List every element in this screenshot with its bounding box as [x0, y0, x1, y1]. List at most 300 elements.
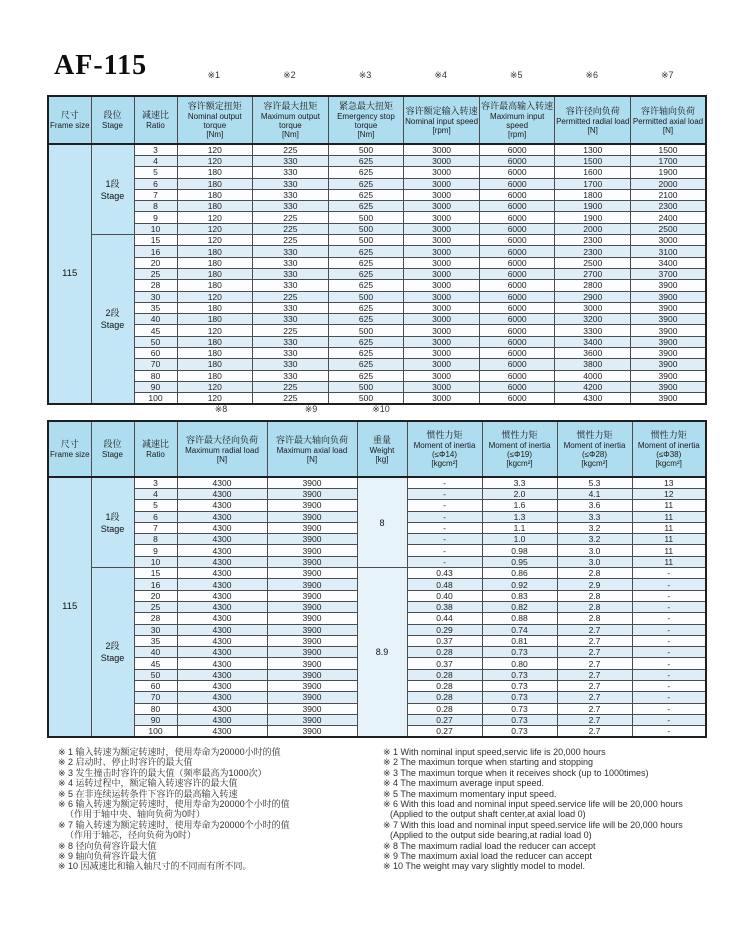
- ratio-cell: 15: [134, 568, 177, 579]
- stage-label-zh: 2段: [105, 641, 120, 652]
- ratio-cell: 90: [134, 381, 177, 392]
- value-cell: 3000: [404, 144, 480, 156]
- value-cell: 3700: [631, 268, 706, 279]
- header-zh: 段位: [103, 439, 122, 449]
- value-cell: 225: [253, 381, 329, 392]
- value-cell: 330: [253, 167, 329, 178]
- value-cell: 6000: [479, 167, 555, 178]
- value-cell: 3900: [267, 556, 357, 567]
- value-cell: 180: [177, 201, 253, 212]
- value-cell: 3000: [404, 381, 480, 392]
- table-row: [48, 212, 706, 223]
- value-cell: 330: [253, 257, 329, 268]
- value-cell: 1.0: [482, 534, 557, 545]
- value-cell: 3.2: [557, 522, 632, 533]
- header-zh: 容许最高输入转速: [481, 101, 554, 111]
- value-cell: 0.40: [407, 590, 482, 601]
- value-cell: 4300: [177, 489, 267, 500]
- value-cell: 180: [177, 336, 253, 347]
- value-cell: 3900: [267, 568, 357, 579]
- header-en: Moment of inertia: [488, 441, 551, 450]
- header-sub: (≤Φ14): [432, 450, 457, 459]
- header-en: Maximum axial load: [276, 445, 348, 455]
- col-header-5: [328, 96, 404, 144]
- ratio-cell: 7: [134, 189, 177, 200]
- col-header-0: [48, 421, 91, 477]
- table-row: [48, 223, 706, 234]
- value-cell: 6000: [479, 336, 555, 347]
- ratio-cell: 35: [134, 635, 177, 646]
- value-cell: 11: [632, 534, 706, 545]
- header-en: Ratio: [146, 450, 165, 459]
- col-header-7: [482, 421, 557, 477]
- ratio-cell: 20: [134, 590, 177, 601]
- header-en: Ratio: [146, 121, 165, 130]
- value-cell: 3900: [267, 579, 357, 590]
- footnote-line: ※ 1 With nominal input speed,servic life is 20,000 hours: [383, 747, 606, 757]
- table-row: [48, 268, 706, 279]
- value-cell: 11: [632, 556, 706, 567]
- ratio-cell: 40: [134, 314, 177, 325]
- value-cell: 3000: [404, 257, 480, 268]
- col-header-2: [134, 421, 177, 477]
- table-row: [48, 568, 706, 579]
- ratio-cell: 25: [134, 601, 177, 612]
- value-cell: 2700: [555, 268, 631, 279]
- value-cell: 4300: [177, 635, 267, 646]
- value-cell: 0.28: [407, 692, 482, 703]
- ratio-cell: 100: [134, 726, 177, 738]
- load-weight-inertia-spec-table: [47, 420, 707, 738]
- value-cell: 0.73: [482, 692, 557, 703]
- ratio-cell: 40: [134, 647, 177, 658]
- frame-size-cell: 115: [48, 144, 91, 404]
- header-unit: [Nm]: [357, 130, 375, 139]
- stage-cell: [91, 235, 134, 405]
- value-cell: 4300: [177, 669, 267, 680]
- value-cell: 6000: [479, 359, 555, 370]
- value-cell: 225: [253, 235, 329, 246]
- value-cell: 6000: [479, 381, 555, 392]
- footnote-line: ※ 2 启动时、停止时容许的最大值: [58, 757, 193, 768]
- value-cell: 6000: [479, 257, 555, 268]
- value-cell: 3900: [631, 336, 706, 347]
- value-cell: 180: [177, 280, 253, 291]
- table-row: [48, 336, 706, 347]
- value-cell: 1900: [631, 167, 706, 178]
- col-header-9: [631, 96, 706, 144]
- value-cell: 3900: [267, 489, 357, 500]
- value-cell: -: [407, 556, 482, 567]
- table-row: [48, 359, 706, 370]
- value-cell: 625: [328, 268, 404, 279]
- ratio-cell: 80: [134, 370, 177, 381]
- value-cell: 3900: [267, 703, 357, 714]
- value-cell: 0.38: [407, 601, 482, 612]
- value-cell: 330: [253, 280, 329, 291]
- ratio-cell: 16: [134, 579, 177, 590]
- ratio-cell: 70: [134, 359, 177, 370]
- header-zh: 减速比: [141, 110, 169, 120]
- value-cell: 625: [328, 370, 404, 381]
- value-cell: 3900: [631, 370, 706, 381]
- value-cell: 120: [177, 235, 253, 246]
- value-cell: 625: [328, 189, 404, 200]
- value-cell: 3400: [555, 336, 631, 347]
- weight-cell: 8: [357, 477, 407, 568]
- value-cell: 0.48: [407, 579, 482, 590]
- header-sub: (≤Φ19): [507, 450, 532, 459]
- value-cell: 625: [328, 257, 404, 268]
- value-cell: 120: [177, 212, 253, 223]
- stage-label-en: Stage: [100, 190, 125, 201]
- ref-mark: ※2: [283, 70, 296, 80]
- value-cell: -: [632, 726, 706, 738]
- value-cell: 6000: [479, 189, 555, 200]
- value-cell: 6000: [479, 291, 555, 302]
- value-cell: 3000: [555, 302, 631, 313]
- ratio-cell: 28: [134, 613, 177, 624]
- table-row: [48, 189, 706, 200]
- value-cell: -: [407, 500, 482, 511]
- footnote-line: （作用于轴芯，径向负荷为0时）: [65, 830, 197, 841]
- value-cell: 3.2: [557, 534, 632, 545]
- value-cell: 180: [177, 314, 253, 325]
- col-header-4: [267, 421, 357, 477]
- value-cell: -: [632, 568, 706, 579]
- value-cell: 3000: [404, 167, 480, 178]
- value-cell: 3.0: [557, 545, 632, 556]
- value-cell: 0.73: [482, 726, 557, 738]
- value-cell: 225: [253, 393, 329, 405]
- value-cell: 3900: [267, 477, 357, 489]
- value-cell: 0.83: [482, 590, 557, 601]
- header-unit: [kgcm²]: [431, 459, 458, 468]
- value-cell: 3.3: [482, 477, 557, 489]
- value-cell: 625: [328, 156, 404, 167]
- value-cell: 4300: [177, 647, 267, 658]
- value-cell: -: [632, 714, 706, 725]
- header-zh: 紧急最大扭矩: [338, 101, 393, 111]
- value-cell: 3000: [404, 370, 480, 381]
- col-header-8: [557, 421, 632, 477]
- value-cell: 6000: [479, 302, 555, 313]
- value-cell: 2000: [631, 178, 706, 189]
- value-cell: 625: [328, 246, 404, 257]
- value-cell: 2.8: [557, 613, 632, 624]
- value-cell: -: [407, 511, 482, 522]
- value-cell: 1700: [555, 178, 631, 189]
- table-row: [48, 393, 706, 405]
- value-cell: 625: [328, 348, 404, 359]
- value-cell: 2800: [555, 280, 631, 291]
- ref-mark: ※9: [304, 404, 318, 414]
- ratio-cell: 60: [134, 348, 177, 359]
- value-cell: 3000: [404, 302, 480, 313]
- col-header-0: [48, 96, 91, 144]
- table-row: [48, 477, 706, 489]
- value-cell: 3000: [404, 201, 480, 212]
- footnote-line: ※ 2 The maximun torque when starting and stopping: [383, 757, 593, 768]
- value-cell: 3300: [555, 325, 631, 336]
- value-cell: 11: [632, 511, 706, 522]
- header-sub: (≤Φ38): [656, 450, 682, 459]
- value-cell: 625: [328, 314, 404, 325]
- value-cell: 625: [328, 359, 404, 370]
- header-unit: [rpm]: [432, 125, 451, 135]
- footnote-line: ※ 8 径向负荷容许最大值: [58, 840, 157, 851]
- value-cell: 3600: [555, 348, 631, 359]
- value-cell: 2.7: [557, 669, 632, 680]
- value-cell: 6000: [479, 156, 555, 167]
- value-cell: 625: [328, 280, 404, 291]
- header-unit: [Nm]: [206, 130, 224, 139]
- ratio-cell: 7: [134, 522, 177, 533]
- header-zh: 容许最大扭矩: [263, 101, 318, 111]
- ratio-cell: 30: [134, 624, 177, 635]
- value-cell: 3.0: [557, 556, 632, 567]
- ratio-cell: 3: [134, 144, 177, 156]
- value-cell: 2300: [555, 235, 631, 246]
- col-header-3: [177, 96, 253, 144]
- value-cell: 4300: [177, 500, 267, 511]
- footnote-line: ※ 4 运转过程中，额定输入转速容许的最大值: [58, 778, 238, 789]
- footnote-line: ※ 6 With this load and nominal input speed.service life will be 20,000 hours: [383, 799, 683, 810]
- header-en: Nominal input speed: [405, 116, 479, 126]
- header-en: Frame size: [49, 121, 90, 130]
- value-cell: 3000: [404, 359, 480, 370]
- ratio-cell: 25: [134, 268, 177, 279]
- value-cell: 3900: [631, 314, 706, 325]
- header-zh: 段位: [103, 110, 122, 120]
- table-row: [48, 201, 706, 212]
- value-cell: 3000: [631, 235, 706, 246]
- footnote-line: ※ 8 The maximum radial load the reducer can accept: [383, 840, 596, 851]
- value-cell: 0.95: [482, 556, 557, 567]
- value-cell: 2.7: [557, 714, 632, 725]
- value-cell: -: [407, 534, 482, 545]
- value-cell: 6000: [479, 314, 555, 325]
- value-cell: 3900: [267, 601, 357, 612]
- value-cell: 3900: [631, 302, 706, 313]
- header-zh: 容许最大轴向负荷: [275, 434, 348, 445]
- table-row: [48, 302, 706, 313]
- value-cell: 0.27: [407, 714, 482, 725]
- value-cell: 330: [253, 189, 329, 200]
- value-cell: 3800: [555, 359, 631, 370]
- value-cell: 1800: [555, 189, 631, 200]
- table-row: [48, 178, 706, 189]
- value-cell: 5.3: [557, 477, 632, 489]
- header-zh: 容许轴向负荷: [641, 105, 696, 116]
- value-cell: 120: [177, 223, 253, 234]
- header-zh: 惯性力矩: [576, 430, 613, 440]
- stage-cell: [91, 144, 134, 235]
- value-cell: 0.98: [482, 545, 557, 556]
- value-cell: -: [632, 703, 706, 714]
- frame-size-cell: 115: [48, 477, 91, 737]
- table-row: [48, 314, 706, 325]
- value-cell: 330: [253, 314, 329, 325]
- value-cell: 0.74: [482, 624, 557, 635]
- table-row: [48, 246, 706, 257]
- value-cell: 3100: [631, 246, 706, 257]
- value-cell: 11: [632, 522, 706, 533]
- footnote-line: ※ 3 发生撞击时容许的最大值（频率最高为1000次）: [58, 767, 267, 778]
- value-cell: 3900: [267, 647, 357, 658]
- header-unit: [kgcm²]: [506, 459, 533, 468]
- value-cell: 0.37: [407, 658, 482, 669]
- value-cell: 3.6: [557, 500, 632, 511]
- ratio-cell: 15: [134, 235, 177, 246]
- value-cell: 3.3: [557, 511, 632, 522]
- value-cell: 4300: [177, 703, 267, 714]
- value-cell: 1900: [555, 212, 631, 223]
- value-cell: 4300: [177, 681, 267, 692]
- value-cell: 330: [253, 156, 329, 167]
- value-cell: 500: [328, 325, 404, 336]
- value-cell: 180: [177, 348, 253, 359]
- value-cell: 225: [253, 291, 329, 302]
- stage-label-zh: 1段: [105, 511, 120, 522]
- value-cell: 0.92: [482, 579, 557, 590]
- value-cell: 3200: [555, 314, 631, 325]
- value-cell: 4300: [177, 556, 267, 567]
- value-cell: 0.43: [407, 568, 482, 579]
- header-unit: [kg]: [375, 454, 389, 464]
- table-row: [48, 156, 706, 167]
- torque-speed-table: [47, 95, 707, 405]
- value-cell: 0.29: [407, 624, 482, 635]
- value-cell: 3900: [267, 511, 357, 522]
- value-cell: 0.81: [482, 635, 557, 646]
- col-header-6: [404, 96, 480, 144]
- value-cell: 500: [328, 291, 404, 302]
- stage-cell: [91, 568, 134, 738]
- value-cell: 4300: [177, 714, 267, 725]
- value-cell: 6000: [479, 178, 555, 189]
- ratio-cell: 9: [134, 545, 177, 556]
- value-cell: -: [632, 579, 706, 590]
- value-cell: 3000: [404, 393, 480, 405]
- value-cell: 0.28: [407, 669, 482, 680]
- footnote-line: ※ 1 输入转速为额定转速时，使用寿命为20000小时的值: [58, 747, 281, 757]
- value-cell: 2.8: [557, 568, 632, 579]
- value-cell: 3900: [631, 280, 706, 291]
- table-row: [48, 370, 706, 381]
- value-cell: 180: [177, 268, 253, 279]
- value-cell: 180: [177, 359, 253, 370]
- value-cell: 4300: [177, 658, 267, 669]
- header-zh: 容许径向负荷: [565, 105, 620, 116]
- value-cell: 2300: [631, 201, 706, 212]
- header-zh: 尺寸: [60, 110, 79, 120]
- ratio-cell: 16: [134, 246, 177, 257]
- value-cell: 2.7: [557, 692, 632, 703]
- value-cell: 0.27: [407, 726, 482, 738]
- header-unit: [N]: [216, 454, 228, 464]
- value-cell: 120: [177, 156, 253, 167]
- col-header-9: [632, 421, 706, 477]
- value-cell: -: [632, 635, 706, 646]
- ref-mark: ※3: [358, 70, 372, 80]
- value-cell: 625: [328, 201, 404, 212]
- stage-label-en: Stage: [100, 523, 125, 534]
- header-zh: 重量: [372, 434, 391, 445]
- value-cell: 6000: [479, 235, 555, 246]
- header-en: Emergency stop torque: [337, 112, 395, 130]
- value-cell: 2500: [631, 223, 706, 234]
- value-cell: 0.44: [407, 613, 482, 624]
- value-cell: 0.82: [482, 601, 557, 612]
- header-zh: 惯性力矩: [501, 430, 538, 440]
- value-cell: 0.28: [407, 681, 482, 692]
- header-unit: [N]: [587, 125, 598, 135]
- value-cell: 6000: [479, 348, 555, 359]
- value-cell: -: [632, 647, 706, 658]
- value-cell: 13: [632, 477, 706, 489]
- value-cell: -: [632, 601, 706, 612]
- header-unit: [kgcm²]: [655, 459, 682, 468]
- value-cell: 3900: [267, 681, 357, 692]
- ratio-cell: 70: [134, 692, 177, 703]
- value-cell: -: [632, 624, 706, 635]
- value-cell: 2.0: [482, 489, 557, 500]
- value-cell: 3900: [631, 348, 706, 359]
- value-cell: 1500: [631, 144, 706, 156]
- value-cell: 330: [253, 359, 329, 370]
- value-cell: 120: [177, 144, 253, 156]
- value-cell: 4300: [177, 522, 267, 533]
- footnote-line: (Applied to the output side bearing,at radial load 0): [390, 830, 592, 841]
- table-row: [48, 257, 706, 268]
- header-en: Maximum radial load: [185, 445, 259, 455]
- stage-cell: [91, 477, 134, 568]
- value-cell: 3900: [267, 714, 357, 725]
- value-cell: 4300: [177, 726, 267, 738]
- value-cell: 225: [253, 212, 329, 223]
- value-cell: 3000: [404, 268, 480, 279]
- value-cell: 3900: [631, 393, 706, 405]
- value-cell: 330: [253, 370, 329, 381]
- col-header-1: [91, 421, 134, 477]
- value-cell: 0.73: [482, 681, 557, 692]
- value-cell: 225: [253, 144, 329, 156]
- value-cell: 3000: [404, 178, 480, 189]
- ratio-cell: 30: [134, 291, 177, 302]
- footnote-line: ※ 9 The maximum axial load the reducer can accept: [383, 851, 592, 862]
- header-unit: [kgcm²]: [581, 459, 608, 468]
- ratio-cell: 28: [134, 280, 177, 291]
- value-cell: 4000: [555, 370, 631, 381]
- stage-label-en: Stage: [100, 653, 125, 664]
- ratio-cell: 45: [134, 325, 177, 336]
- header-en: Nominal output torque: [187, 112, 242, 130]
- col-header-8: [555, 96, 631, 144]
- value-cell: 3000: [404, 156, 480, 167]
- value-cell: 1300: [555, 144, 631, 156]
- value-cell: 6000: [479, 223, 555, 234]
- value-cell: 2.7: [557, 647, 632, 658]
- value-cell: 625: [328, 302, 404, 313]
- col-header-5: [357, 421, 407, 477]
- value-cell: 500: [328, 393, 404, 405]
- col-header-2: [134, 96, 177, 144]
- value-cell: 0.37: [407, 635, 482, 646]
- value-cell: 1900: [555, 201, 631, 212]
- header-en: Frame size: [49, 450, 90, 459]
- ref-mark: ※10: [372, 404, 390, 414]
